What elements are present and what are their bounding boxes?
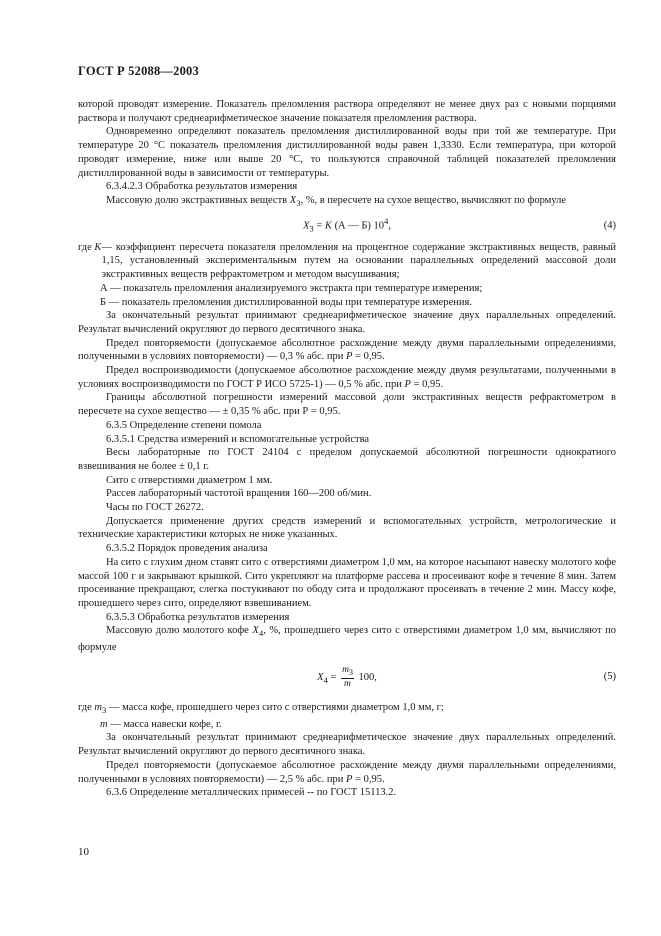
paragraph: За окончательный результат принимают среднеарифметическое значение двух параллельных определений. Результат вычислений округляют до первого десятичного знака. [78,310,616,335]
paragraph: Предел повторяемости (допускаемое абсолютное расхождение между двумя параллельными определениями, полученными в условиях повторяемости) — 2,5 % абс. при Р = 0,95. [78,759,616,785]
definition-m: m — масса навески кофе, г. [100,718,222,730]
fraction: $\frac{m_3}{m}$ [342,665,353,690]
paragraph: Весы лабораторные по ГОСТ 24104 с пределом допускаемой абсолютной погрешности однократного взвешивания не более ± 0,1 г. [78,447,616,472]
paragraph: Одновременно определяют показатель преломления дистиллированной воды при той же температуре. При температуре 20 °С показатель преломления дистиллированной воды равен 1,3330. Если температура, при которой проводят измерение, ниже или выше 20 °С, то пользуются справочной таблицей показателей преломления дистиллированной воды в зависимости от температуры. [78,126,616,179]
document-header: ГОСТ Р 52088—2003 [78,64,199,78]
paragraph: Предел повторяемости (допускаемое абсолютное расхождение между двумя параллельными определениями, полученными в условиях повторяемости) — 0,3 % абс. при Р = 0,95. [78,337,616,363]
paragraph: На сито с глухим дном ставят сито с отверстиями диаметром 1,0 мм, на которое насыпают навеску молотого кофе массой 100 г и закрывают крышкой. Сито укрепляют на платформе рассева и просеивают кофе в течение 8 мин. Затем просеивание прекращают, слегка постукивают по ободу сита и продолжают просеивать в течение 2 мин. Массу кофе, прошедшего через сито, определяют взвешиванием. [78,556,616,609]
paragraph: За окончательный результат принимают среднеарифметическое значение двух параллельных определений. Результат вычислений округляют до первого десятичного знака. [78,732,616,758]
paragraph: Сито с отверстиями диаметром 1 мм. [106,474,273,486]
document-body [78,98,616,800]
paragraph: которой проводят измерение. Показатель преломления раствора определяют не менее двух раз с новыми порциями раствора и получают среднеарифметическое значение показателя преломления раствора. [78,99,616,124]
definition-m3: где $m_3$ — масса кофе, прошедшего через сито с отверстиями диаметром 1,0 мм, г; [78,701,444,715]
formula-number: (4) [603,219,616,231]
section-heading: 6.3.5.2 Порядок проведения анализа [106,543,268,555]
definition-k: где K — коэффициент пересчета показателя преломления на процентное содержание экстрактивных веществ, равный 1,15, установленный экспериментальным путем на основании параллельных определений массовой доли экстрактивных веществ рефрактометром и методом высушивания; [78,241,616,281]
formula-number: (5) [603,670,616,682]
definition-b: Б — показатель преломления дистиллированной воды при температуре измерения. [100,296,472,308]
paragraph: Границы абсолютной погрешности измерений массовой доли экстрактивных веществ рефрактометром в пересчете на сухое вещество — ± 0,35 % абс. при Р = 0,95. [78,392,616,418]
formula-5: $X_4$ = $\frac{m_3}{m}$ 100, (5) [317,665,616,690]
section-heading: 6.3.6 Определение металлических примесей -- по ГОСТ 15113.2. [106,787,397,799]
paragraph: Допускается применение других средств измерений и вспомогательных устройств, метрологические и технические характеристики которых не ниже указанных. [78,515,616,541]
section-heading: 6.3.5.1 Средства измерений и вспомогательные устройства [106,433,370,445]
formula-4: $X_3 = K$ (А — Б) $10^4$, (4) [302,216,616,234]
paragraph: Массовую долю экстрактивных веществ $X_3$, %, в пересчете на сухое вещество, вычисляют по формуле [106,194,567,209]
definition-a: А — показатель преломления анализируемого экстракта при температуре измерения; [100,282,483,294]
section-heading: 6.3.4.2.3 Обработка результатов измерения [106,181,298,193]
paragraph: Рассев лабораторный частотой вращения 160—200 об/мин. [106,488,372,500]
section-heading: 6.3.5 Определение степени помола [106,419,262,431]
paragraph: Предел воспроизводимости (допускаемое абсолютное расхождение между двумя результатами, полученными в условиях воспроизводимости по ГОСТ Р ИСО 5725-1) — 0,5 % абс. при Р = 0,95. [78,365,616,390]
page-number: 10 [78,846,89,858]
paragraph: Часы по ГОСТ 26272. [106,502,204,514]
paragraph: Массовую долю молотого кофе $X_4$, %, прошедшего через сито с отверстиями диаметром 1,0 мм, вычисляют по формуле [78,625,617,654]
section-heading: 6.3.5.3 Обработка результатов измерения [106,611,290,623]
